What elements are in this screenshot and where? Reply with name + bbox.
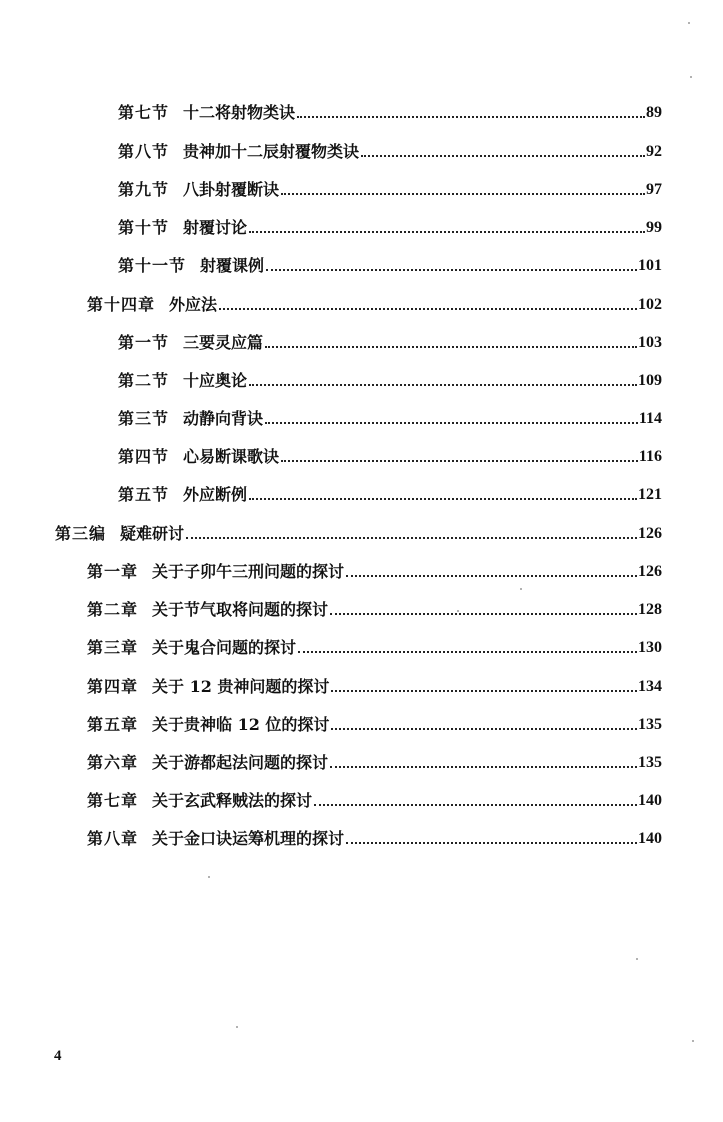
toc-entry-title: 关于节气取将问题的探讨: [152, 600, 329, 619]
toc-entry-section: [118, 176, 662, 200]
toc-entry-page: 89: [646, 104, 662, 121]
toc-entry-title: 关于子卯午三刑问题的探讨: [152, 562, 345, 581]
toc-entry-number: 第二章: [87, 600, 139, 619]
dot-leader: [346, 575, 637, 577]
toc-entry-number: 第二节: [118, 371, 170, 390]
dot-leader: [265, 346, 637, 348]
toc-entry-number: 第三节: [118, 409, 170, 428]
toc-entry-number: 第十一节: [118, 256, 187, 275]
toc-entry-chapter: [87, 749, 662, 773]
dot-leader: [265, 422, 638, 424]
toc-entry-number: 第八章: [87, 829, 139, 848]
toc-entry-title: 心易断课歌诀: [183, 447, 280, 466]
scan-speck: [688, 22, 690, 24]
toc-entry-number: 第五节: [118, 485, 170, 504]
toc-entry-page: 134: [638, 678, 662, 695]
toc-entry-page: 97: [646, 181, 662, 198]
toc-entry-page: 102: [638, 296, 662, 313]
toc-entry-page: 126: [638, 563, 662, 580]
scan-speck: [636, 958, 638, 960]
toc-entry-number: 第三编: [55, 524, 107, 543]
dot-leader: [297, 116, 645, 118]
scan-speck: [457, 610, 459, 612]
dot-leader: [330, 613, 637, 615]
dot-leader: [249, 498, 637, 500]
toc-entry-number: 第五章: [87, 715, 139, 734]
toc-entry-number: 第四节: [118, 447, 170, 466]
toc-entry-chapter: [87, 634, 662, 658]
toc-entry-chapter: [87, 825, 662, 849]
dot-leader: [249, 231, 645, 233]
scan-speck: [690, 76, 692, 78]
toc-entry-page: 126: [638, 525, 662, 542]
dot-leader: [266, 269, 637, 271]
toc-entry-section: [118, 481, 662, 505]
toc-entry-chapter: [87, 711, 662, 735]
toc-entry-chapter: [87, 558, 662, 582]
toc-entry-number: 第十四章: [87, 295, 156, 314]
scan-speck: [236, 1026, 238, 1028]
toc-entry-page: 140: [638, 830, 662, 847]
toc-entry-chapter: [87, 291, 662, 315]
toc-entry-page: 103: [638, 334, 662, 351]
toc-entry-page: 99: [646, 219, 662, 236]
dot-leader: [281, 193, 645, 195]
toc-entry-title: 关于贵神临 12 位的探讨: [152, 715, 330, 734]
dot-leader: [331, 690, 637, 692]
dot-leader: [361, 155, 645, 157]
scan-speck: [520, 588, 522, 590]
toc-entry-number: 第十节: [118, 218, 170, 237]
dot-leader: [298, 651, 637, 653]
toc-entry-section: [118, 443, 662, 467]
toc-entry-title: 八卦射覆断诀: [183, 180, 280, 199]
dot-leader: [219, 308, 637, 310]
toc-entry-page: 121: [638, 486, 662, 503]
toc-entry-number: 第一章: [87, 562, 139, 581]
toc-entry-number: 第三章: [87, 638, 139, 657]
scan-speck: [692, 1040, 694, 1042]
toc-entry-page: 140: [638, 792, 662, 809]
toc-entry-page: 109: [638, 372, 662, 389]
toc-entry-title: 疑难研讨: [120, 524, 185, 543]
dot-leader: [249, 384, 637, 386]
toc-entry-title: 动静向背诀: [183, 409, 264, 428]
page-number: 4: [54, 1048, 62, 1064]
toc-entry-title: 关于游都起法问题的探讨: [152, 753, 329, 772]
scan-speck: [208, 876, 210, 878]
toc-entry-chapter: [87, 596, 662, 620]
dot-leader: [331, 728, 637, 730]
toc-entry-title: 三要灵应篇: [183, 333, 264, 352]
toc-entry-section: [118, 214, 662, 238]
toc-entry-title: 贵神加十二辰射覆物类诀: [183, 142, 360, 161]
toc-entry-page: 135: [638, 716, 662, 733]
toc-entry-title: 射覆讨论: [183, 218, 248, 237]
toc-entry-section: [118, 367, 662, 391]
toc-entry-chapter: [87, 787, 662, 811]
toc-entry-number: 第九节: [118, 180, 170, 199]
toc-entry-number: 第七章: [87, 791, 139, 810]
toc-entry-section: [118, 138, 662, 162]
dot-leader: [186, 537, 637, 539]
toc-entry-number: 第七节: [118, 103, 170, 122]
dot-leader: [281, 460, 638, 462]
toc-entry-chapter: [87, 673, 662, 697]
toc-entry-title: 外应法: [169, 295, 218, 314]
toc-entry-title: 关于玄武释贼法的探讨: [152, 791, 313, 810]
toc-entry-title: 外应断例: [183, 485, 248, 504]
toc-entry-page: 92: [646, 143, 662, 160]
toc-entry-number: 第四章: [87, 677, 139, 696]
toc-entry-number: 第一节: [118, 333, 170, 352]
toc-entry-section: [118, 99, 662, 123]
toc-entry-page: 135: [638, 754, 662, 771]
toc-entry-section: [118, 252, 662, 276]
toc-entry-section: [118, 329, 662, 353]
toc-entry-title: 十二将射物类诀: [183, 103, 296, 122]
toc-entry-title: 关于金口诀运筹机理的探讨: [152, 829, 345, 848]
toc-entry-title: 关于 12 贵神问题的探讨: [152, 677, 330, 696]
dot-leader: [330, 766, 637, 768]
toc-entry-section: [118, 405, 662, 429]
toc-entry-part: [55, 520, 662, 544]
toc-entry-title: 十应奥论: [183, 371, 248, 390]
dot-leader: [314, 804, 637, 806]
toc-entry-page: 128: [638, 601, 662, 618]
toc-entry-number: 第六章: [87, 753, 139, 772]
toc-entry-page: 101: [638, 257, 662, 274]
dot-leader: [346, 842, 637, 844]
toc-entry-page: 130: [638, 639, 662, 656]
toc-entry-title: 射覆课例: [200, 256, 265, 275]
toc-entry-page: 114: [638, 410, 662, 427]
toc-entry-title: 关于鬼合问题的探讨: [152, 638, 297, 657]
toc-entry-number: 第八节: [118, 142, 170, 161]
toc-entry-page: 116: [638, 448, 662, 465]
